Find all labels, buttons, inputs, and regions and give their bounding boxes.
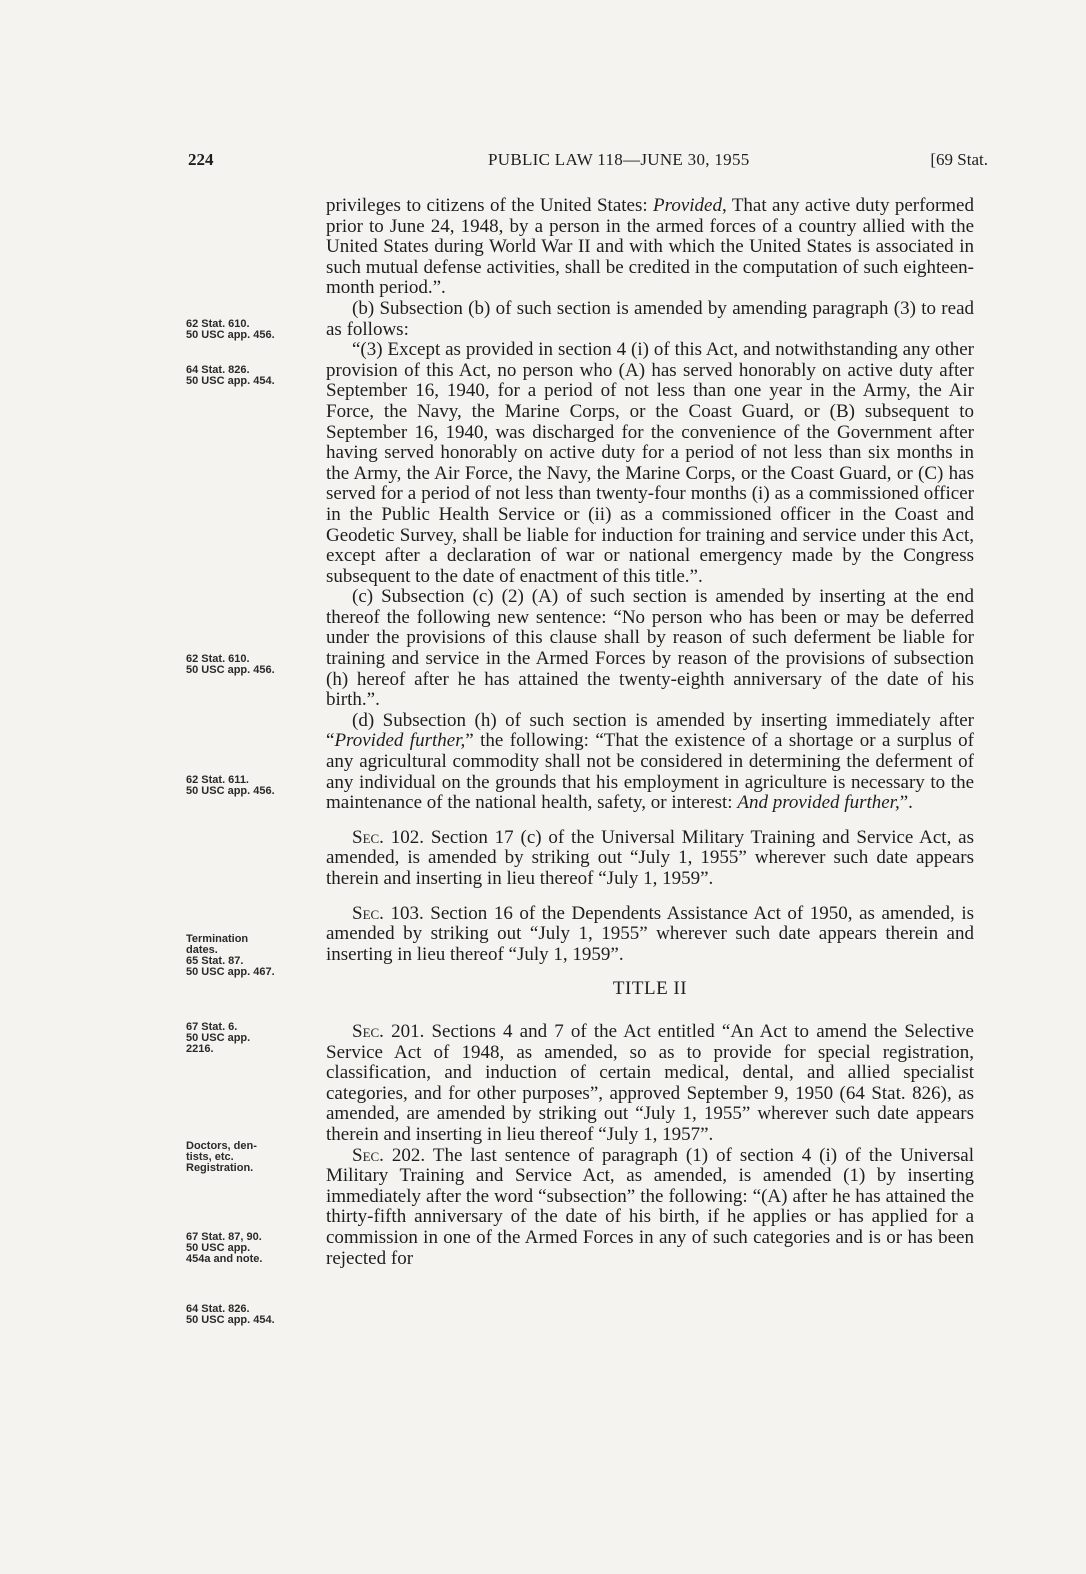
- volume-reference: [69 Stat.: [930, 150, 988, 169]
- header-title: PUBLIC LAW 118—JUNE 30, 1955: [488, 150, 750, 169]
- paragraph: “(3) Except as provided in section 4 (i) of this Act, and notwithstanding any other provision of this Act, no person who (A) has served honorably on active duty after September 16, 1940, for a period of not less than one year in the Army, the Air Force, the Navy, the Marine Corps, or the Coast Guard, or (B) subsequent to September 16, 1940, was discharged for the convenience of the Government after having served honorably on active duty for a period of not less than six months in the Army, the Air Force, the Navy, the Marine Corps, or the Coast Guard, or (C) has served for a period of not less than twenty-four months (i) as a commissioned officer in the Public Health Service or (ii) as a commissioned officer in the Coast and Geodetic Survey, shall be liable for induction for training and service under this Act, except after a declaration of war or national emergency made by the Congress subsequent to the date of enactment of this title.”.: [326, 339, 974, 587]
- section-paragraph: Sec. 103. Section 16 of the Dependents Assistance Act of 1950, as amended, is amended by striking out “July 1, 1955” wherever such date appears therein and inserting in lieu thereof “July 1, 1959”.: [326, 902, 974, 965]
- paragraph: (c) Subsection (c) (2) (A) of such section is amended by inserting at the end thereof the following new sentence: “No person who has been or may be deferred under the provisions of this clause shall by reason of such deferment be liable for training and service in the Armed Forces by reason of the provisions of subsection (h) hereof after he has attained the twenty-eighth anniversary of the date of his birth.”.: [326, 586, 974, 711]
- margin-note: 62 Stat. 610. 50 USC app. 456.: [186, 653, 275, 676]
- paragraph: privileges to citizens of the United States: Provided, That any active duty performed prior to June 24, 1948, by a person in the armed forces of a country allied with the United States during World War II and with which the United States is associated in such mutual defense activities, shall be credited in the computation of such eighteen-month period.”.: [326, 195, 974, 299]
- section-paragraph: Sec. 102. Section 17 (c) of the Universal Military Training and Service Act, as amended, is amended by striking out “July 1, 1955” wherever such date appears therein and inserting in lieu thereof “July 1, 1959”.: [326, 826, 974, 889]
- section-label: Sec. 103.: [352, 902, 424, 924]
- section-label: Sec. 202.: [352, 1144, 426, 1166]
- margin-note: Doctors, den- tists, etc. Registration.: [186, 1140, 257, 1174]
- running-header: [188, 150, 988, 174]
- margin-note: 64 Stat. 826. 50 USC app. 454.: [186, 1303, 275, 1326]
- margin-note: 62 Stat. 610. 50 USC app. 456.: [186, 318, 275, 341]
- paragraph: (d) Subsection (h) of such section is amended by inserting immediately after “Provided further,” the following: “That the existence of a shortage or a surplus of any agricultural commodity shall not be considered in determining the deferment of any individual on the grounds that his employment in agriculture is necessary to the maintenance of the national health, safety, or interest: And provided further,”.: [326, 709, 974, 814]
- margin-note: 62 Stat. 611. 50 USC app. 456.: [186, 774, 275, 797]
- margin-note: 67 Stat. 6. 50 USC app. 2216.: [186, 1021, 251, 1055]
- section-paragraph: Sec. 202. The last sentence of paragraph (1) of section 4 (i) of the Universal Military Training and Service Act, as amended, is amended (1) by inserting immediately after the word “subsection” the following: “(A) after he has attained the thirty-fifth anniversary of the date of his birth, if he applies or has applied for a commission in one of the Armed Forces in any of such categories and is or has been rejected for: [326, 1144, 975, 1269]
- margin-note: 64 Stat. 826. 50 USC app. 454.: [186, 364, 275, 387]
- margin-note: 67 Stat. 87, 90. 50 USC app. 454a and note.: [186, 1231, 263, 1265]
- section-label: Sec. 102.: [352, 826, 425, 848]
- body-text: [326, 196, 974, 1269]
- section-label: Sec. 201.: [352, 1020, 425, 1042]
- page-number: 224: [188, 150, 214, 169]
- title-heading: TITLE II: [612, 978, 688, 1000]
- section-paragraph: Sec. 201. Sections 4 and 7 of the Act entitled “An Act to amend the Selective Service Act of 1948, as amended, so as to provide for special registration, classification, and induction of certain medical, dental, and allied specialist categories, and for other purposes”, approved September 9, 1950 (64 Stat. 826), as amended, are amended by striking out “July 1, 1955” wherever such date appears therein and inserting in lieu thereof “July 1, 1957”.: [326, 1020, 974, 1145]
- margin-note: Termination dates. 65 Stat. 87. 50 USC app. 467.: [186, 933, 275, 978]
- paragraph: (b) Subsection (b) of such section is amended by amending paragraph (3) to read as follows:: [326, 297, 974, 340]
